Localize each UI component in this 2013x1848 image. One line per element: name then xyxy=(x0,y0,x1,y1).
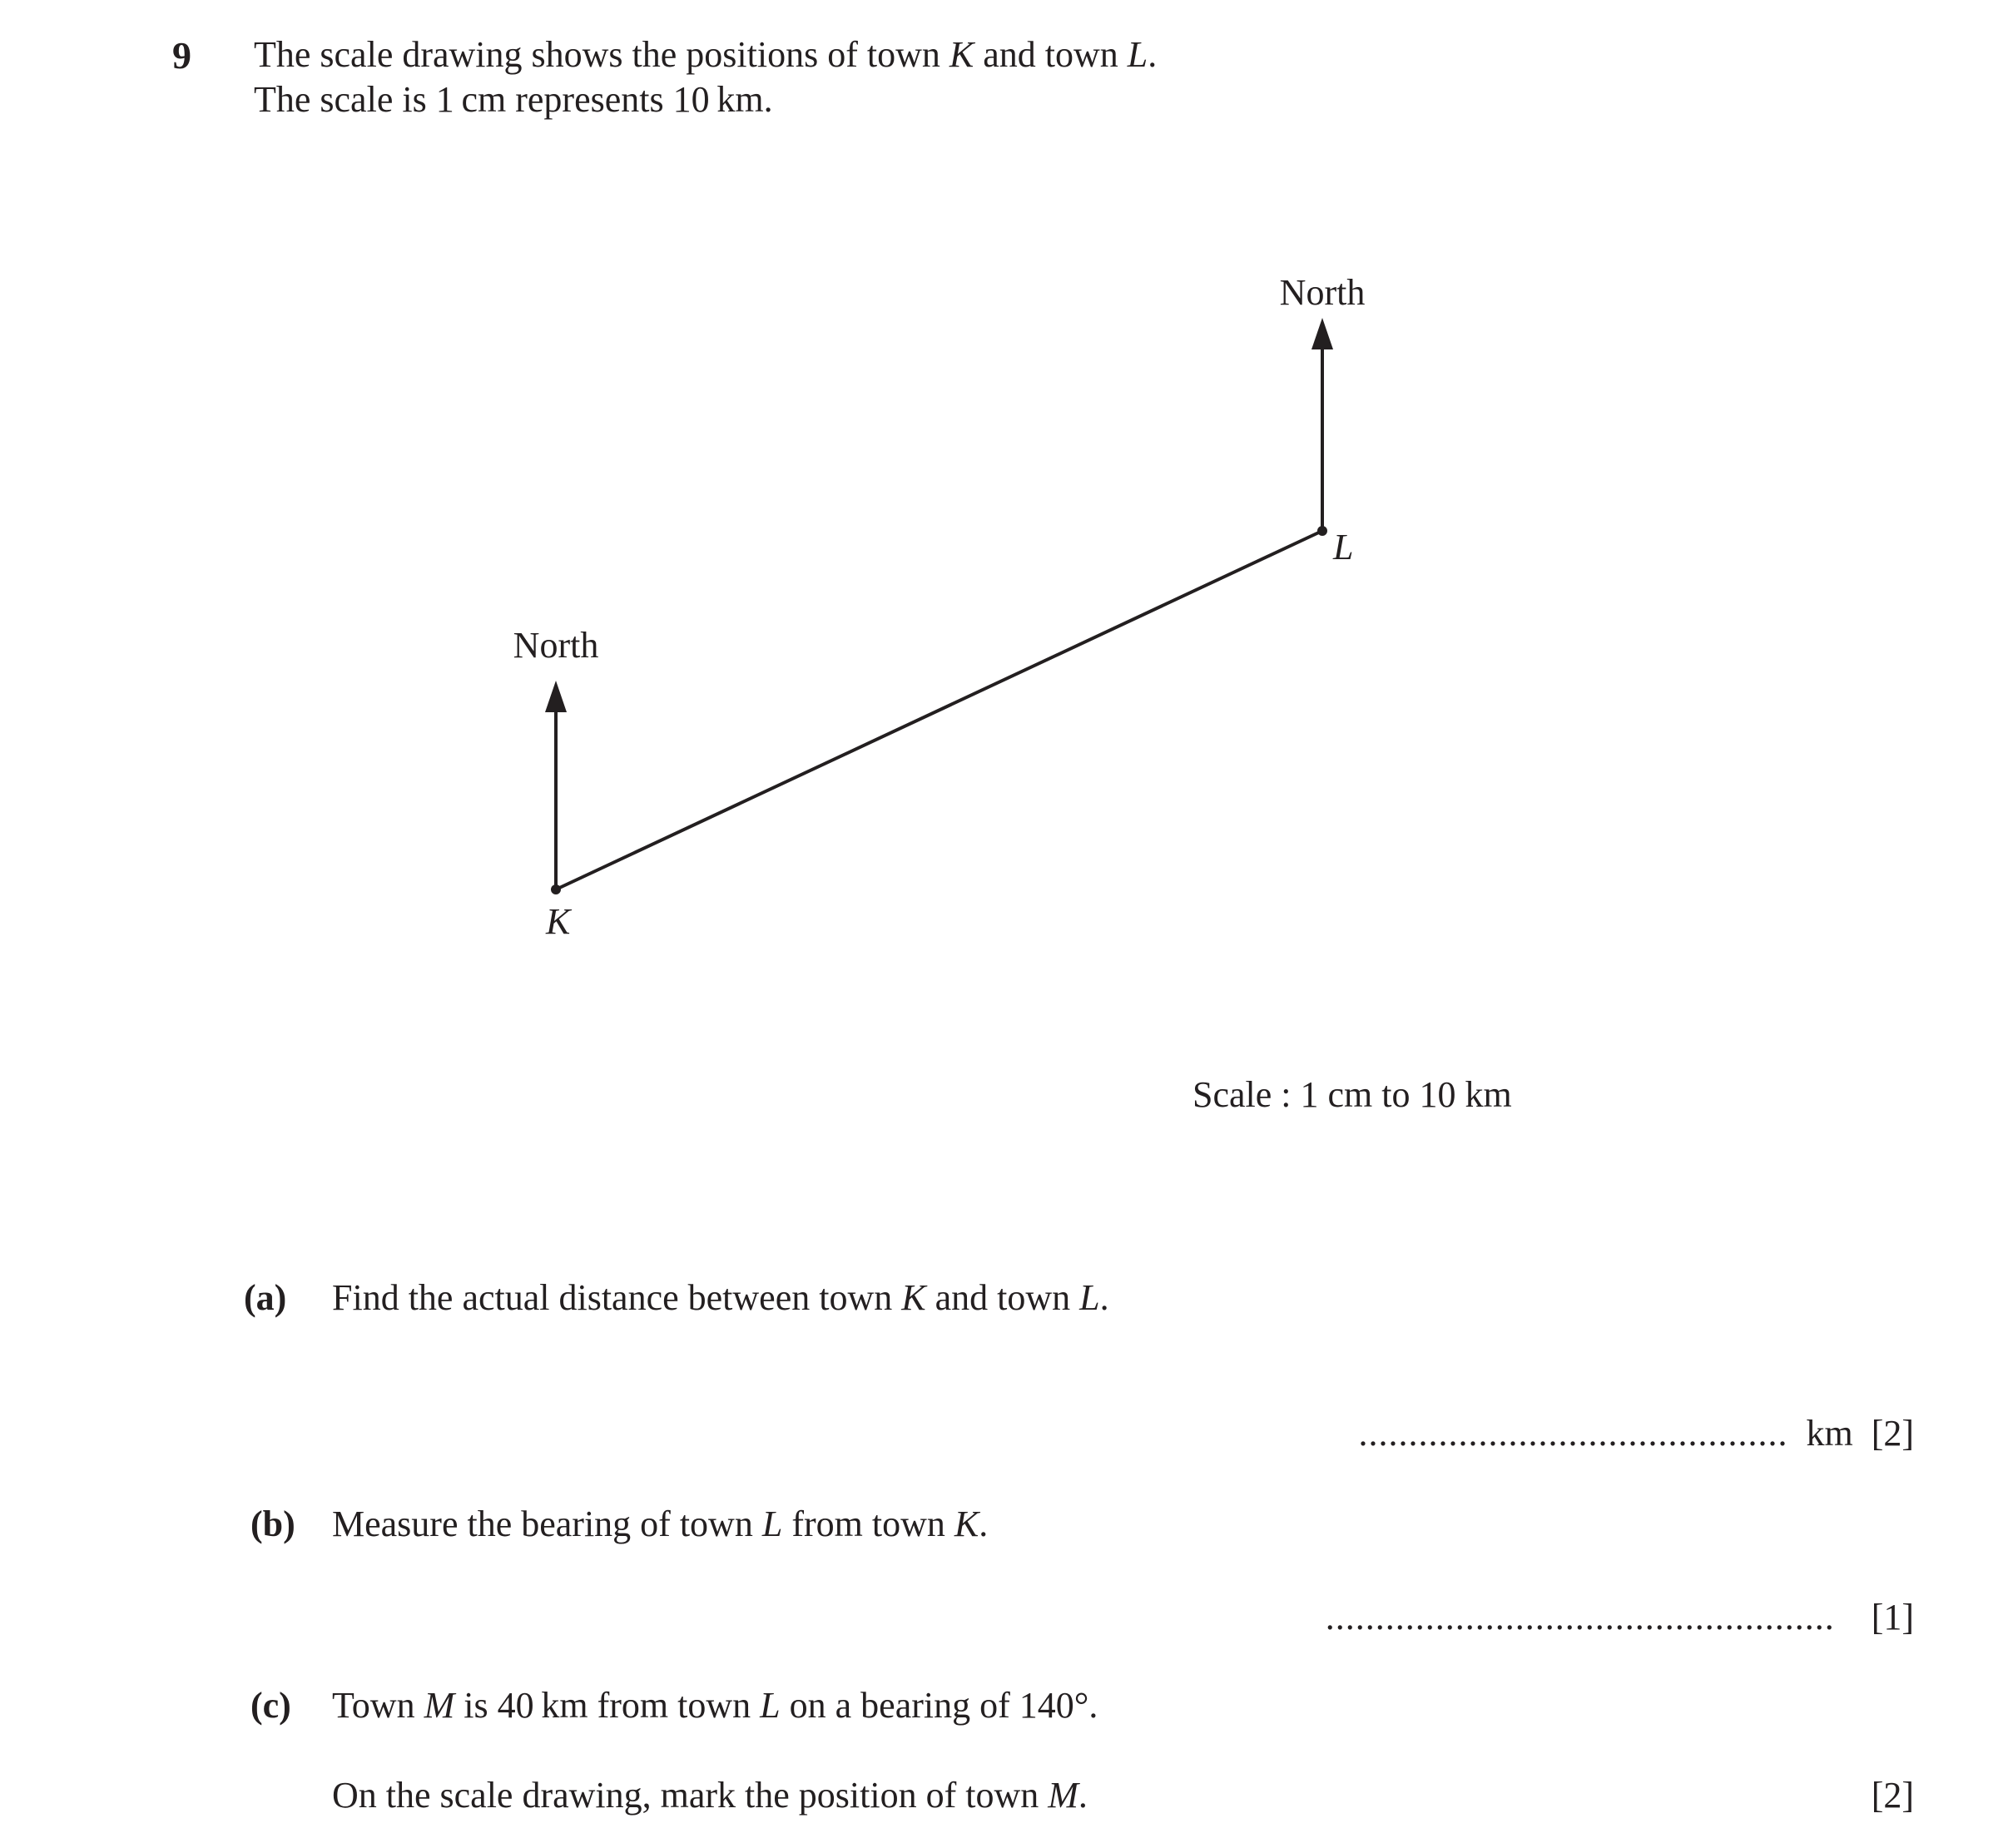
answer-unit: km xyxy=(1806,1413,1853,1454)
answer-dots[interactable]: ........................................... xyxy=(1358,1413,1788,1454)
question-intro-line-2: The scale is 1 cm represents 10 km. xyxy=(254,79,773,120)
part-b-text-segment: . xyxy=(979,1504,989,1544)
scale-note: Scale : 1 cm to 10 km xyxy=(1192,1074,1512,1115)
part-a-text-segment: . xyxy=(1099,1277,1109,1318)
intro-text-segment: and town xyxy=(974,34,1128,75)
town-l-label: L xyxy=(1127,34,1148,75)
town-k-label: K xyxy=(949,34,974,75)
part-c-letter: (c) xyxy=(250,1685,291,1726)
part-a-text-segment: Find the actual distance between town xyxy=(332,1277,902,1318)
north-label-l: North xyxy=(1279,272,1366,313)
part-a-marks: [2] xyxy=(1871,1413,1914,1454)
part-b-marks: [1] xyxy=(1871,1597,1914,1637)
town-m-label: M xyxy=(1048,1775,1078,1816)
intro-text-segment: The scale drawing shows the positions of town xyxy=(254,34,949,75)
town-l-label: L xyxy=(1079,1277,1100,1318)
part-c-text-segment: is 40 km from town xyxy=(454,1685,761,1726)
part-b-answer-line[interactable] xyxy=(1326,1596,1914,1639)
part-b-text-segment: from town xyxy=(782,1504,954,1544)
part-a-question xyxy=(332,1276,1109,1320)
north-arrow-k-head xyxy=(545,681,567,712)
part-a-answer-line[interactable] xyxy=(1358,1412,1914,1455)
north-arrow-l-head xyxy=(1311,318,1333,349)
part-c-instruction xyxy=(332,1774,1088,1817)
part-b-question xyxy=(332,1503,988,1546)
part-c-marks: [2] xyxy=(1871,1775,1914,1816)
intro-text-segment: . xyxy=(1148,34,1158,75)
part-c-text-segment: Town xyxy=(332,1685,424,1726)
part-b-letter: (b) xyxy=(250,1504,295,1544)
town-l-label: L xyxy=(760,1685,781,1726)
part-c-question xyxy=(332,1684,1098,1727)
town-l-point xyxy=(1317,526,1327,536)
line-kl xyxy=(556,531,1322,889)
part-a-letter: (a) xyxy=(244,1277,287,1318)
town-k-diagram-label: K xyxy=(546,901,571,942)
part-b-text-segment: Measure the bearing of town xyxy=(332,1504,762,1544)
part-c-text-segment: on a bearing of 140°. xyxy=(780,1685,1098,1726)
town-k-label: K xyxy=(901,1277,926,1318)
town-l-label: L xyxy=(761,1504,783,1544)
town-m-label: M xyxy=(424,1685,455,1726)
north-label-k: North xyxy=(513,625,599,666)
answer-dots[interactable]: ................................................... xyxy=(1325,1597,1835,1637)
town-k-point xyxy=(551,884,561,894)
part-c-instruction-segment: On the scale drawing, mark the position of town xyxy=(332,1775,1049,1816)
part-a-text-segment: and town xyxy=(925,1277,1080,1318)
question-number: 9 xyxy=(172,34,191,77)
part-c-instruction-segment: . xyxy=(1078,1775,1088,1816)
town-k-label: K xyxy=(954,1504,979,1544)
town-l-diagram-label: L xyxy=(1333,527,1354,567)
